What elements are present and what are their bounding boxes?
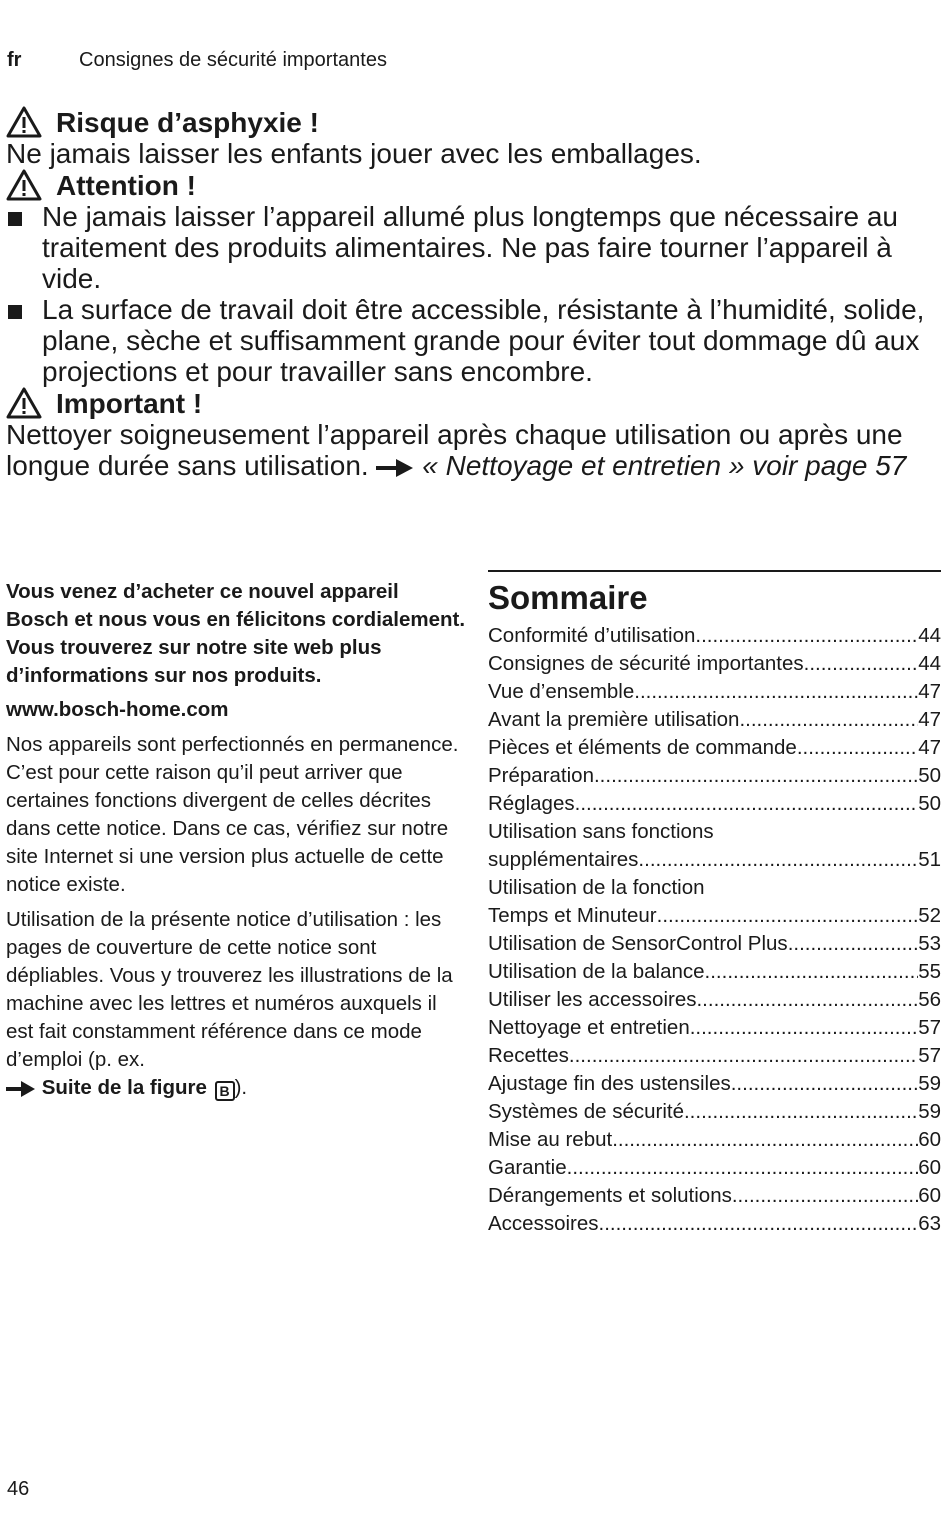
toc-entry-page: 57 — [918, 1044, 941, 1067]
toc-entry-page: 50 — [918, 764, 941, 787]
right-arrow-icon — [6, 1081, 36, 1097]
toc-entry-label-line: Utilisation de la fonction — [488, 876, 705, 899]
toc-entry-page: 57 — [918, 1016, 941, 1039]
toc-dot-leader — [634, 678, 918, 706]
toc-entry-label: Mise au rebut — [488, 1128, 613, 1151]
warning-triangle-icon — [6, 387, 42, 419]
toc-entry[interactable] — [488, 986, 941, 1014]
toc-entry-page: 52 — [918, 904, 941, 927]
toc-entry-page: 63 — [918, 1212, 941, 1235]
toc-entry[interactable] — [488, 958, 941, 986]
right-arrow-icon — [376, 458, 414, 478]
toc-entry-label: Pièces et éléments de commande — [488, 736, 797, 759]
toc-entry[interactable] — [488, 1126, 941, 1154]
toc-entry-label: Utiliser les accessoires — [488, 988, 697, 1011]
toc-entry[interactable] — [488, 818, 941, 874]
language-code: fr — [7, 49, 22, 71]
toc-title: Sommaire — [488, 579, 648, 616]
toc-entry-page: 44 — [918, 624, 941, 647]
toc-entry-label: Préparation — [488, 764, 594, 787]
toc-entry-page: 59 — [918, 1072, 941, 1095]
important-text: Nettoyer soigneusement l’appareil après chaque utilisation ou après une longue durée sans utilisation. « Nettoyage et entretien » voir page 57 — [6, 419, 907, 481]
warning-triangle-icon — [6, 106, 42, 138]
toc-entry-label: Systèmes de sécurité — [488, 1100, 684, 1123]
toc-entry-page: 59 — [918, 1100, 941, 1123]
toc-list — [488, 622, 941, 1238]
toc-entry-page: 60 — [918, 1128, 941, 1151]
toc-entry[interactable] — [488, 650, 941, 678]
cross-reference-link[interactable]: « Nettoyage et entretien » voir page 57 — [422, 450, 907, 481]
warning-heading-important: Important ! — [6, 387, 941, 419]
toc-dot-leader — [690, 1014, 918, 1042]
toc-entry[interactable] — [488, 678, 941, 706]
toc-dot-leader — [797, 734, 918, 762]
safety-block — [6, 106, 941, 481]
toc-dot-leader — [569, 1042, 918, 1070]
website-link[interactable]: www.bosch-home.com — [6, 698, 229, 721]
toc-dot-leader — [739, 706, 918, 734]
toc-dot-leader — [612, 1126, 918, 1154]
toc-entry-label: Utilisation de la balance — [488, 960, 705, 983]
toc-dot-leader — [804, 650, 919, 678]
toc-entry-page: 47 — [918, 736, 941, 759]
toc-entry-page: 50 — [918, 792, 941, 815]
toc-entry-page: 56 — [918, 988, 941, 1011]
toc-entry[interactable] — [488, 790, 941, 818]
toc-entry-page: 53 — [918, 932, 941, 955]
toc-entry-page: 60 — [918, 1156, 941, 1179]
toc-entry-page: 51 — [918, 848, 941, 871]
toc-entry[interactable] — [488, 1210, 941, 1238]
toc-entry-label: Accessoires — [488, 1212, 599, 1235]
toc-dot-leader — [695, 622, 918, 650]
toc-entry[interactable] — [488, 1098, 941, 1126]
toc-entry[interactable] — [488, 874, 941, 930]
bullet-square-icon — [8, 212, 22, 226]
toc-entry-label: Consignes de sécurité importantes — [488, 652, 804, 675]
toc-entry[interactable] — [488, 930, 941, 958]
toc-entry-page: 44 — [918, 652, 941, 675]
toc-entry[interactable] — [488, 622, 941, 650]
warning-heading-attention: Attention ! — [6, 169, 941, 201]
toc-dot-leader — [732, 1182, 918, 1210]
toc-entry-label: Réglages — [488, 792, 575, 815]
warning-triangle-icon — [6, 169, 42, 201]
toc-dot-leader — [731, 1070, 918, 1098]
toc-dot-leader — [638, 846, 918, 874]
toc-dot-leader — [684, 1098, 918, 1126]
bullet-square-icon — [8, 305, 22, 319]
toc-entry[interactable] — [488, 1070, 941, 1098]
toc-entry-label: Nettoyage et entretien — [488, 1016, 690, 1039]
toc-entry-label: Avant la première utilisation — [488, 708, 740, 731]
intro-paragraph-usage: Utilisation de la présente notice d’utilisation : les pages de couverture de cette notice sont dépliables. Vous y trouverez les illustrations de la machine avec les lettres et numéros auxquels il est fait constamment référence dans ce mode d’emploi (p. ex. Suite de la figure B ). — [6, 908, 453, 1099]
toc-entry-label: Vue d’ensemble — [488, 680, 635, 703]
warning-heading-asphyxia: Risque d’asphyxie ! — [6, 106, 941, 138]
figure-letter-badge: B — [215, 1081, 235, 1101]
toc-dot-leader — [705, 958, 919, 986]
page-number: 46 — [7, 1478, 30, 1500]
toc-entry[interactable] — [488, 1182, 941, 1210]
intro-text: Vous venez d’acheter ce nouvel appareil Bosch et nous vous en félicitons cordialement. Vous trouverez sur notre site web plus d’informations sur nos produits. — [6, 580, 466, 687]
bullet-item: Ne jamais laisser l’appareil allumé plus longtemps que nécessaire au traitement des produits alimentaires. Ne pas faire tourner l’appareil à vide. — [6, 201, 941, 294]
toc-entry-label: Utilisation de SensorControl Plus — [488, 932, 788, 955]
toc-dot-leader — [657, 902, 919, 930]
toc-entry-page: 55 — [918, 960, 941, 983]
page-header — [7, 48, 387, 72]
toc-entry-page: 47 — [918, 708, 941, 731]
toc-entry-page: 47 — [918, 680, 941, 703]
toc-dot-leader — [599, 1210, 919, 1238]
section-title: Consignes de sécurité importantes — [79, 49, 387, 71]
toc-entry[interactable] — [488, 1154, 941, 1182]
toc-entry[interactable] — [488, 1014, 941, 1042]
toc-entry-label: Dérangements et solutions — [488, 1184, 732, 1207]
table-of-contents — [488, 570, 941, 1238]
toc-dot-leader — [567, 1154, 919, 1182]
toc-entry[interactable] — [488, 1042, 941, 1070]
toc-entry[interactable] — [488, 706, 941, 734]
toc-entry-label: Conformité d’utilisation — [488, 624, 696, 647]
figure-reference: Suite de la figure — [41, 1076, 207, 1099]
toc-entry-label: Temps et Minuteur — [488, 904, 657, 927]
intro-column — [6, 578, 466, 1102]
toc-dot-leader — [788, 930, 919, 958]
toc-entry-page: 60 — [918, 1184, 941, 1207]
toc-entry-label: Ajustage fin des ustensiles — [488, 1072, 731, 1095]
toc-entry[interactable] — [488, 734, 941, 762]
toc-entry-label-line: Utilisation sans fonctions — [488, 820, 714, 843]
toc-entry-label: Recettes — [488, 1044, 569, 1067]
toc-dot-leader — [696, 986, 918, 1014]
toc-dot-leader — [575, 790, 919, 818]
intro-paragraph: Nos appareils sont perfectionnés en permanence. C’est pour cette raison qu’il peut arriver que certaines fonctions divergent de celles décrites dans cette notice. Dans ce cas, vérifiez sur notre site Internet si une version plus actuelle de cette notice existe. — [6, 733, 459, 896]
toc-entry-label: Garantie — [488, 1156, 567, 1179]
toc-entry-label: supplémentaires — [488, 848, 639, 871]
toc-dot-leader — [594, 762, 918, 790]
toc-entry[interactable] — [488, 762, 941, 790]
asphyxia-text: Ne jamais laisser les enfants jouer avec les emballages. — [6, 138, 702, 169]
bullet-item: La surface de travail doit être accessible, résistante à l’humidité, solide, plane, sèche et suffisamment grande pour éviter tout dommage dû aux projections et pour travailler sans encombre. — [6, 294, 941, 387]
